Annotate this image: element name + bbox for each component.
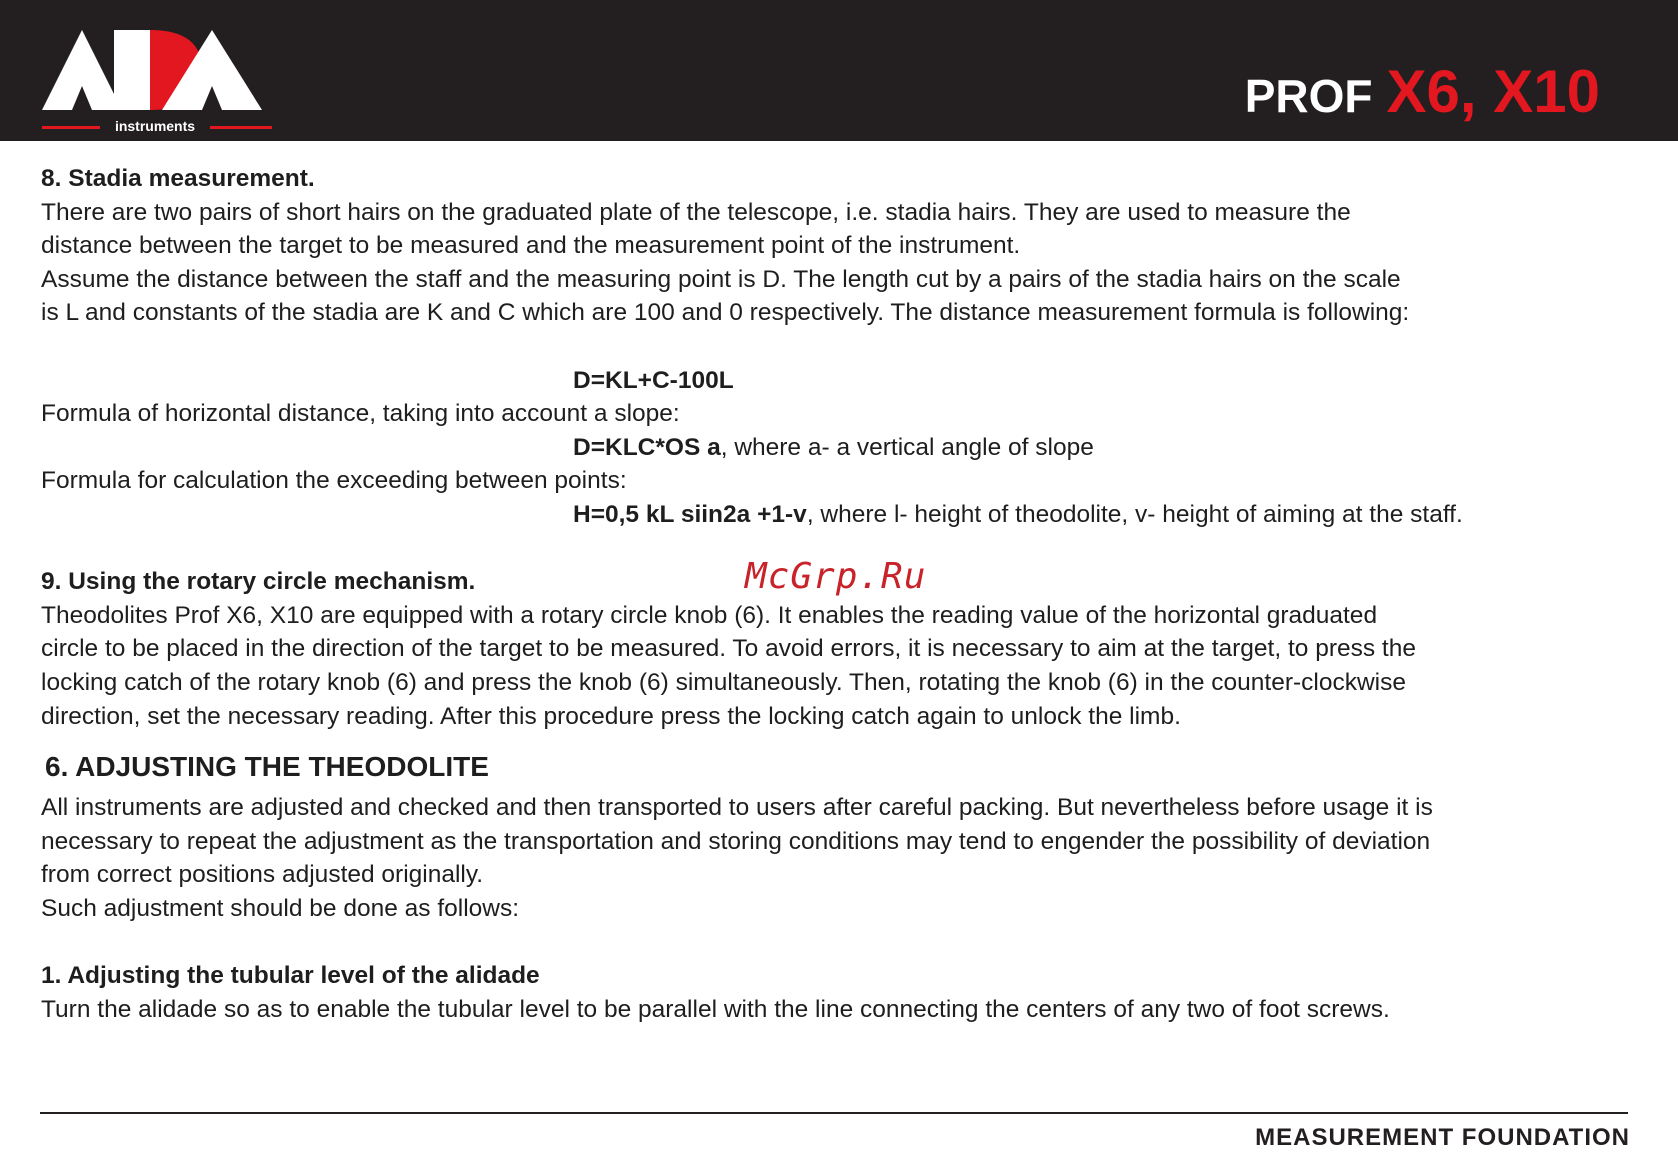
exceeding-formula-label: Formula for calculation the exceeding between points: — [41, 467, 627, 495]
section9-line: locking catch of the rotary knob (6) and press the knob (6) simultaneously. Then, rotating the knob (6) in the counter-clockwise — [41, 668, 1406, 696]
section9-title: 9. Using the rotary circle mechanism. — [41, 568, 476, 596]
watermark: McGrp.Ru — [745, 556, 927, 597]
chapter6-title: 6. ADJUSTING THE THEODOLITE — [45, 751, 489, 783]
formula-horizontal-expr: D=KLC*OS a — [573, 433, 721, 461]
section9-line: direction, set the necessary reading. After this procedure press the locking catch again to unlock the limb. — [41, 702, 1181, 730]
formula-exceeding — [41, 498, 1641, 532]
horizontal-formula-label: Formula of horizontal distance, taking into account a slope: — [41, 400, 680, 428]
section8-line: is L and constants of the stadia are K and C which are 100 and 0 respectively. The distance measurement formula is following: — [41, 299, 1410, 327]
subsection1-title: 1. Adjusting the tubular level of the alidade — [41, 962, 540, 990]
product-title — [1244, 58, 1600, 125]
section9-line: circle to be placed in the direction of the target to be measured. To avoid errors, it is necessary to aim at the target, to press the — [41, 635, 1416, 663]
formula-exceeding-note: , where l- height of theodolite, v- height of aiming at the staff. — [806, 500, 1463, 528]
section8-line: Assume the distance between the staff and the measuring point is D. The length cut by a pairs of the stadia hairs on the scale — [41, 265, 1401, 293]
ada-logo-icon — [42, 22, 272, 137]
logo-subtitle: instruments — [114, 118, 196, 134]
formula-exceeding-expr: H=0,5 kL siin2a +1-v — [573, 500, 807, 528]
chapter6-line: All instruments are adjusted and checked and then transported to users after careful packing. But nevertheless before usage it is — [41, 794, 1433, 822]
subsection1-line: Turn the alidade so as to enable the tubular level to be parallel with the line connecting the centers of any two of foot screws. — [41, 995, 1390, 1023]
section8-line: There are two pairs of short hairs on the graduated plate of the telescope, i.e. stadia hairs. They are used to measure the — [41, 198, 1351, 226]
footer-slogan: MEASUREMENT FOUNDATION — [1255, 1124, 1630, 1151]
formula-horizontal-note: , where a- a vertical angle of slope — [720, 433, 1094, 461]
prof-label: PROF — [1244, 70, 1373, 122]
chapter6-line: necessary to repeat the adjustment as the transportation and storing conditions may tend to engender the possibility of deviation — [41, 827, 1431, 855]
section9-line: Theodolites Prof X6, X10 are equipped with a rotary circle knob (6). It enables the reading value of the horizontal graduated — [41, 601, 1378, 629]
footer-divider — [40, 1112, 1628, 1114]
formula-distance: D=KL+C-100L — [573, 366, 734, 394]
formula-horizontal — [41, 431, 1641, 465]
page-header — [0, 0, 1678, 141]
chapter6-line: Such adjustment should be done as follows: — [41, 894, 520, 922]
chapter6-line: from correct positions adjusted originally. — [41, 861, 484, 889]
section8-line: distance between the target to be measured and the measurement point of the instrument. — [41, 232, 1021, 260]
section8-title: 8. Stadia measurement. — [41, 165, 315, 192]
models-label: X6, X10 — [1386, 58, 1600, 125]
